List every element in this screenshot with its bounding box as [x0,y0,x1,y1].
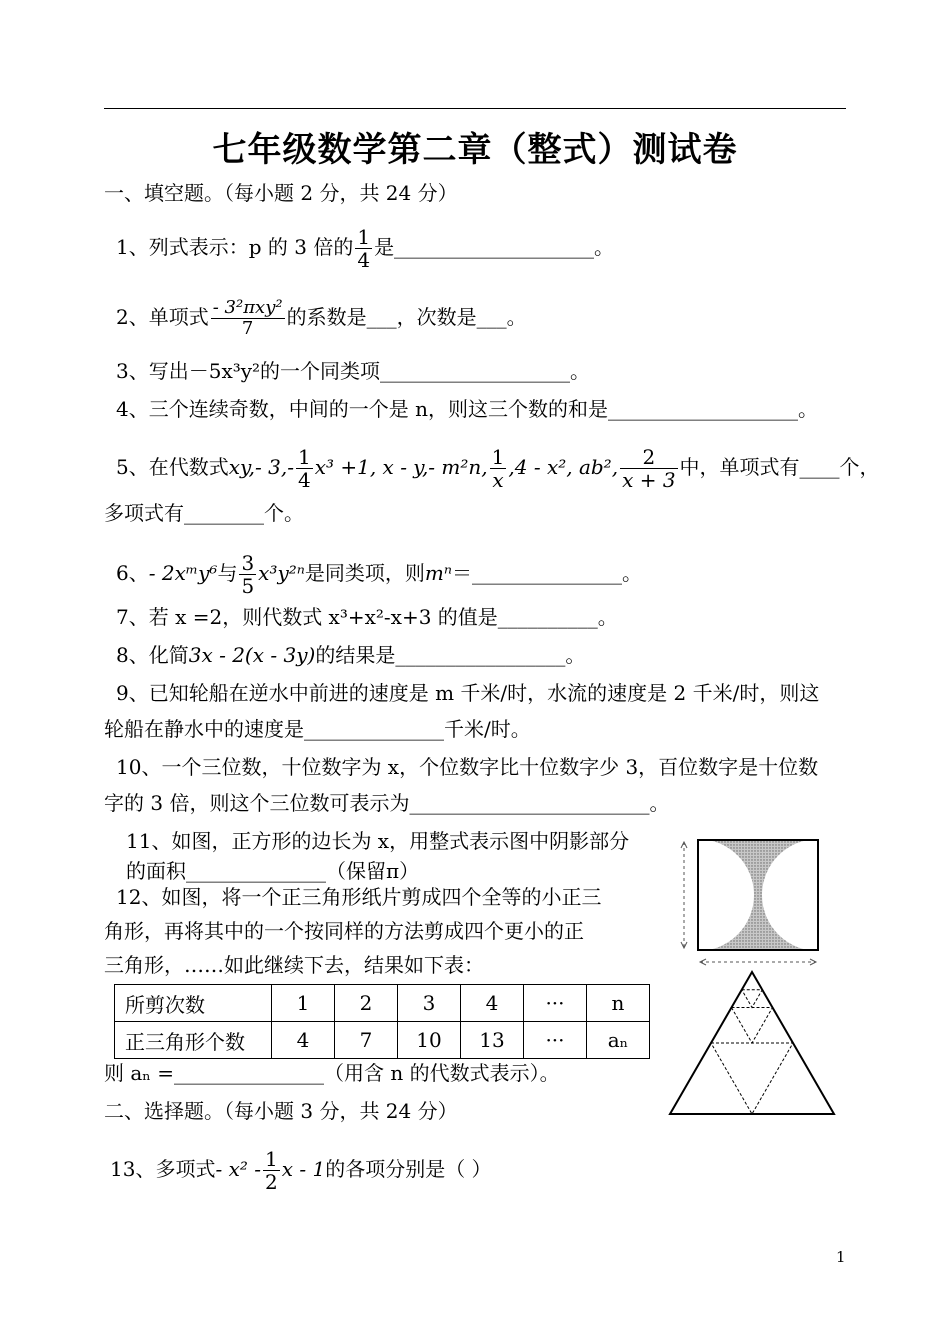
q8-expr: 3x - 2(x - 3y) [188,643,316,667]
q13-fraction: $\frac{1}{2}$ [264,1147,278,1194]
question-7: 7、若 x =2，则代数式 x³+x²-x+3 的值是__________。 [116,605,618,629]
question-12: 12、如图，将一个正三角形纸片剪成四个全等的小正三 [116,885,602,909]
question-9-cont: 轮船在静水中的速度是______________千米/时。 [104,717,531,741]
table-cell: 2 [335,985,398,1022]
question-3: 3、写出－5x³y²的一个同类项___________________。 [116,359,591,383]
question-11: 11、如图，正方形的边长为 x，用整式表示图中阴影部分 [126,829,630,853]
question-8 [116,642,585,668]
q6-expr-1: - 2xᵐy⁶ [148,561,218,585]
q6-text-e: 是同类项，则 [304,561,425,585]
table-cell: 1 [272,985,335,1022]
page-title: 七年级数学第二章（整式）测试卷 [212,130,738,170]
q5-expr-3: ,4 - x², ab², [508,455,619,479]
page-number: 1 [836,1248,846,1266]
table-cell: 4 [272,1022,335,1059]
table-cell: 正三角形个数 [115,1022,272,1059]
table-cell: ··· [524,1022,587,1059]
table-cell: aₙ [587,1022,650,1059]
q6-fraction: $\frac{3}{5}$ [241,551,255,598]
question-5 [116,446,880,491]
q2-text-b: 的系数是___，次数是___。 [286,305,527,329]
q1-text-b: 是____________________。 [374,235,615,259]
triangle-subdivision-figure [664,968,840,1118]
question-11-cont: 的面积______________（保留π） [126,859,420,883]
q6-text-c: 与 [217,561,238,585]
q5-text-a: 5、在代数式 [116,455,229,479]
section-1-heading: 一、填空题。（每小题 2 分，共 24 分） [104,181,458,205]
q5-text-e: 中，单项式有____个， [679,455,880,479]
q2-text-a: 2、单项式 [116,305,209,329]
table-row [115,985,650,1022]
table-cell: ··· [524,985,587,1022]
table-cell: 13 [461,1022,524,1059]
question-12-cont-1: 角形，再将其中的一个按同样的方法剪成四个更小的正 [104,919,584,943]
question-13 [110,1148,492,1193]
q6-text-a: 6、 [116,561,149,585]
q5-fraction-3: $\frac{2}{x + 3}$ [622,445,676,492]
question-12-answer: 则 aₙ =_______________（用含 n 的代数式表示）。 [104,1061,560,1085]
section-2-heading: 二、选择题。（每小题 3 分，共 24 分） [104,1099,458,1123]
question-10: 10、一个三位数，十位数字为 x，个位数字比十位数字少 3，百位数字是十位数 [116,755,819,779]
q1-text-a: 1、列式表示：p 的 3 倍的 [116,235,354,259]
triangle-count-table [114,984,650,1059]
question-5-cont: 多项式有________个。 [104,501,304,525]
question-9: 9、已知轮船在逆水中前进的速度是 m 千米/时，水流的速度是 2 千米/时，则这 [116,681,820,705]
table-cell: 4 [461,985,524,1022]
q6-expr-2: x³y²ⁿ [258,561,305,585]
question-2 [116,298,527,339]
q8-text-a: 8、化简 [116,643,189,667]
table-row [115,1022,650,1059]
question-6 [116,552,642,597]
q6-expr-3: mⁿ [424,561,452,585]
table-cell: n [587,985,650,1022]
q13-expr-2: x - 1 [281,1157,326,1181]
q5-expr-2: x³ +1, x - y,- m²n, [314,455,488,479]
q8-text-c: 的结果是_________________。 [315,643,586,667]
question-4: 4、三个连续奇数，中间的一个是 n，则这三个数的和是___________________。 [116,397,818,421]
question-10-cont: 字的 3 倍，则这个三位数可表示为________________________。 [104,791,670,815]
table-cell: 10 [398,1022,461,1059]
table-cell: 所剪次数 [115,985,272,1022]
question-12-cont-2: 三角形，……如此继续下去，结果如下表： [104,953,484,977]
q13-text-a: 13、多项式 [110,1157,216,1181]
q1-fraction: $\frac{1}{4}$ [357,225,371,272]
square-shaded-figure [676,832,826,972]
q5-fraction-2: $\frac{1}{x}$ [491,445,505,492]
header-rule [104,108,846,109]
q5-expr-1: xy,- 3,- [228,455,294,479]
q13-expr-1: - x² - [215,1157,261,1181]
table-cell: 7 [335,1022,398,1059]
q13-text-d: 的各项分别是（ ） [325,1157,492,1181]
q5-fraction-1: $\frac{1}{4}$ [297,445,311,492]
table-cell: 3 [398,985,461,1022]
q2-fraction: $\frac{\text{- 3²πxy²}}{7}$ [212,297,283,339]
q6-text-g: ＝_______________。 [451,561,642,585]
question-1 [116,226,614,271]
